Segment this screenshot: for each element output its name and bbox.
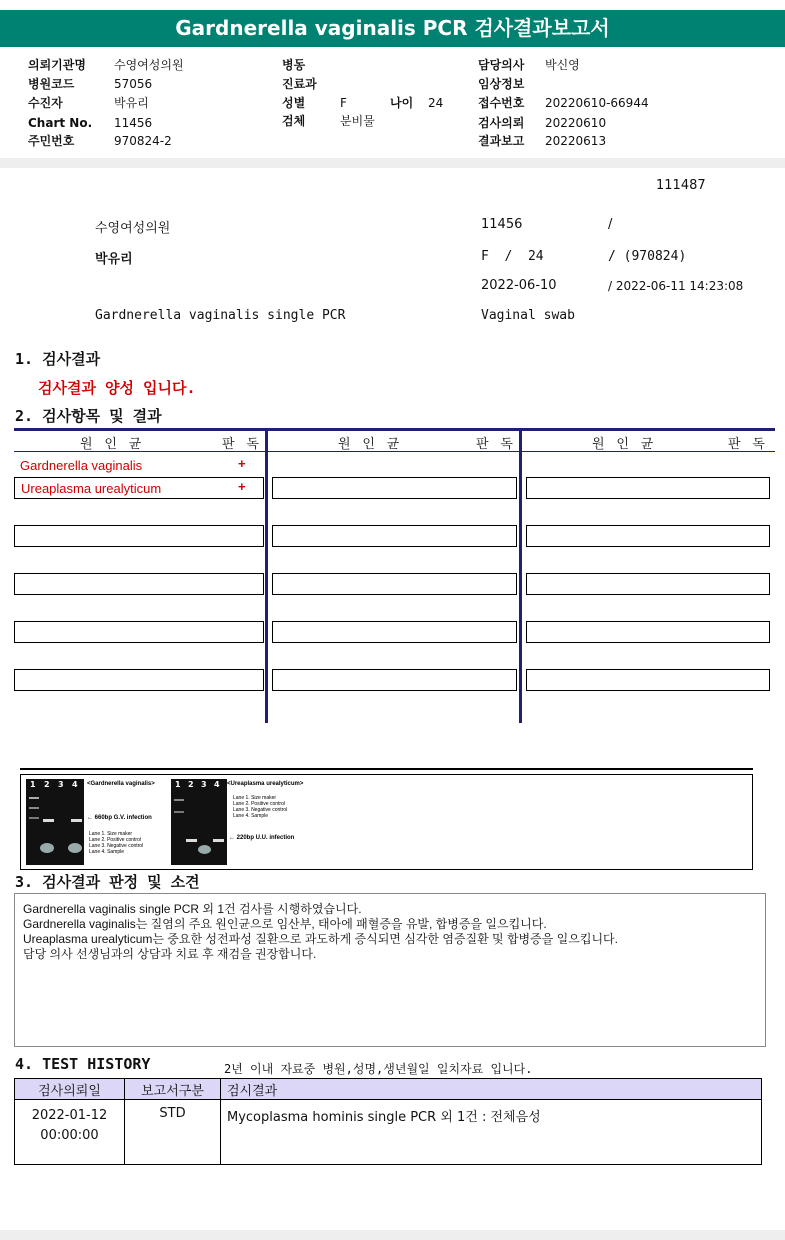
value-resident-no: 970824-2 <box>114 134 172 148</box>
value-report-date: 20220613 <box>545 134 607 148</box>
gel-band <box>29 797 39 799</box>
history-type: STD <box>125 1100 221 1165</box>
result-cell <box>14 477 264 499</box>
organism-result: + <box>238 456 246 471</box>
result-cell <box>526 477 770 499</box>
page-footer-band <box>0 1230 785 1240</box>
history-header-type: 보고서구분 <box>125 1079 221 1100</box>
gel-band <box>174 799 184 801</box>
section1-title: 1. 검사결과 <box>15 350 101 368</box>
label-doctor: 담당의사 <box>478 58 525 72</box>
summary-clinic: 수영여성의원 <box>95 221 171 236</box>
history-time: 00:00:00 <box>40 1128 99 1143</box>
result-statement: 검사결과 양성 입니다. <box>38 379 196 397</box>
label-resident-no: 주민번호 <box>28 134 75 148</box>
value-specimen: 분비물 <box>340 114 375 128</box>
table-top-border <box>14 428 775 431</box>
lane-label: 2 <box>188 780 194 789</box>
opinion-box <box>14 893 766 1047</box>
gel-image-gv <box>26 779 84 865</box>
gel-top-rule <box>20 768 753 770</box>
result-cell <box>526 525 770 547</box>
gel-annotation-uu: ← 220bp U.U. infection <box>229 835 295 841</box>
gel-band <box>68 843 82 853</box>
organism-result: + <box>238 479 246 494</box>
gel-band <box>43 819 54 822</box>
label-patient: 수진자 <box>28 96 63 110</box>
label-clinic: 의뢰기관명 <box>28 58 86 72</box>
col-organism-2: 원 인 균 <box>338 437 402 452</box>
summary-reported: / 2022-06-11 14:23:08 <box>608 279 744 293</box>
lane-label: 1 <box>30 780 36 789</box>
opinion-line: Ureaplasma urealyticum는 중요한 성전파성 질환으로 과도하게 증식되면 심각한 염증질환 및 합병증을 일으킵니다. <box>23 932 618 946</box>
lane-label: 3 <box>201 780 207 789</box>
legend-line: Lane 1. Size maker <box>233 795 277 801</box>
history-result: Mycoplasma hominis single PCR 외 1건 : 전체음성 <box>221 1100 762 1165</box>
legend-line: Lane 3. Negative control <box>233 807 288 813</box>
legend-line: Lane 1. Size maker <box>89 831 133 837</box>
gel-band <box>174 811 184 813</box>
result-cell <box>14 525 264 547</box>
value-age: 24 <box>428 96 444 110</box>
value-chart-no: 11456 <box>114 116 153 130</box>
gel-band <box>213 839 224 842</box>
history-table <box>14 1078 762 1165</box>
label-sex: 성별 <box>282 96 306 110</box>
gel-legend-gv <box>89 831 169 855</box>
summary-received: 2022-06-10 <box>481 278 557 293</box>
gel-title-uu: <Ureaplasma urealyticum> <box>227 781 304 787</box>
gel-band <box>29 807 39 809</box>
label-department: 진료과 <box>282 77 317 91</box>
opinion-line: 담당 의사 선생님과의 상담과 치료 후 재검을 권장합니다. <box>23 947 317 961</box>
result-cell <box>526 573 770 595</box>
label-age: 나이 <box>390 96 414 110</box>
divider <box>0 158 785 168</box>
legend-line: Lane 2. Positive control <box>233 801 285 807</box>
col-judge-2: 판 독 <box>476 437 515 452</box>
label-report-date: 결과보고 <box>478 134 525 148</box>
header-info <box>0 56 785 156</box>
section3-title: 3. 검사결과 판정 및 소견 <box>15 873 200 891</box>
organism-name: Ureaplasma urealyticum <box>21 481 162 496</box>
legend-line: Lane 4. Sample <box>233 813 269 819</box>
history-header-date: 검사의뢰일 <box>15 1079 125 1100</box>
lane-label: 4 <box>214 780 220 789</box>
result-cell <box>526 669 770 691</box>
col-judge-1: 판 독 <box>222 437 261 452</box>
legend-line: Lane 4. Sample <box>89 849 125 855</box>
value-hospital-code: 57056 <box>114 77 153 91</box>
result-cell <box>272 669 517 691</box>
legend-line: Lane 2. Positive control <box>89 837 141 843</box>
legend-line: Lane 3. Negative control <box>89 843 144 849</box>
result-cell <box>14 621 264 643</box>
summary-birth: / (970824) <box>608 249 687 264</box>
history-header-result: 검시결과 <box>221 1079 762 1100</box>
label-request-date: 검사의뢰 <box>478 116 525 130</box>
label-clinical-info: 임상정보 <box>478 77 525 91</box>
gel-band <box>198 845 211 854</box>
table-col-divider-2 <box>519 428 522 723</box>
section4-title: 4. TEST HISTORY <box>15 1055 151 1073</box>
label-chart-no: Chart No. <box>28 116 93 130</box>
gel-title-gv: <Gardnerella vaginalis> <box>87 781 155 787</box>
lane-label: 3 <box>58 780 64 789</box>
result-cell <box>272 525 517 547</box>
result-cell <box>14 573 264 595</box>
organism-name: Gardnerella vaginalis <box>20 458 143 473</box>
gel-image-uu <box>171 779 227 865</box>
lane-label: 1 <box>175 780 181 789</box>
gel-legend-uu <box>233 795 313 819</box>
result-cell <box>272 621 517 643</box>
col-organism-3: 원 인 균 <box>592 437 656 452</box>
result-cell <box>272 573 517 595</box>
result-cell <box>14 669 264 691</box>
gel-band <box>186 839 197 842</box>
summary-specimen: Vaginal swab <box>481 308 575 323</box>
history-note: 2년 이내 자료중 병원,성명,생년월일 일치자료 입니다. <box>224 1062 533 1076</box>
gel-band <box>29 817 39 819</box>
table-col-divider-1 <box>265 428 268 723</box>
value-sex: F <box>340 96 347 110</box>
value-request-date: 20220610 <box>545 116 607 130</box>
value-clinic: 수영여성의원 <box>114 58 184 72</box>
col-judge-3: 판 독 <box>728 437 767 452</box>
summary-chart: 11456 <box>481 217 523 232</box>
result-cell <box>272 477 517 499</box>
report-title: Gardnerella vaginalis PCR 검사결과보고서 <box>0 10 785 47</box>
opinion-line: Gardnerella vaginalis single PCR 외 1건 검사를 시행하였습니다. <box>23 902 362 916</box>
history-header-row <box>15 1079 762 1100</box>
lane-label: 2 <box>44 780 50 789</box>
gel-panel <box>20 774 753 870</box>
col-organism-1: 원 인 균 <box>80 437 144 452</box>
history-date-cell <box>15 1100 125 1165</box>
history-date: 2022-01-12 <box>31 1108 108 1123</box>
gel-band <box>40 843 54 853</box>
lane-label: 4 <box>72 780 78 789</box>
value-patient: 박유리 <box>114 96 149 110</box>
label-ward: 병동 <box>282 58 306 72</box>
label-hospital-code: 병원코드 <box>28 77 75 91</box>
gel-annotation-gv: ← 660bp G.V. infection <box>87 815 152 821</box>
summary-sex-age: F / 24 <box>481 249 544 264</box>
section2-title: 2. 검사항목 및 결과 <box>15 407 162 425</box>
table-row <box>15 1100 762 1165</box>
label-receipt-no: 접수번호 <box>478 96 525 110</box>
summary-patient: 박유리 <box>95 252 133 267</box>
gel-band <box>71 819 82 822</box>
result-cell <box>526 621 770 643</box>
label-specimen: 검체 <box>282 114 306 128</box>
value-doctor: 박신영 <box>545 58 580 72</box>
summary-test: Gardnerella vaginalis single PCR <box>95 308 346 323</box>
summary-slash: / <box>608 217 613 232</box>
opinion-line: Gardnerella vaginalis는 질염의 주요 원인균으로 임산부, 태아에 패혈증을 유발, 합병증을 일으킵니다. <box>23 917 547 931</box>
value-receipt-no: 20220610-66944 <box>545 96 649 110</box>
summary-code: 111487 <box>656 178 706 193</box>
